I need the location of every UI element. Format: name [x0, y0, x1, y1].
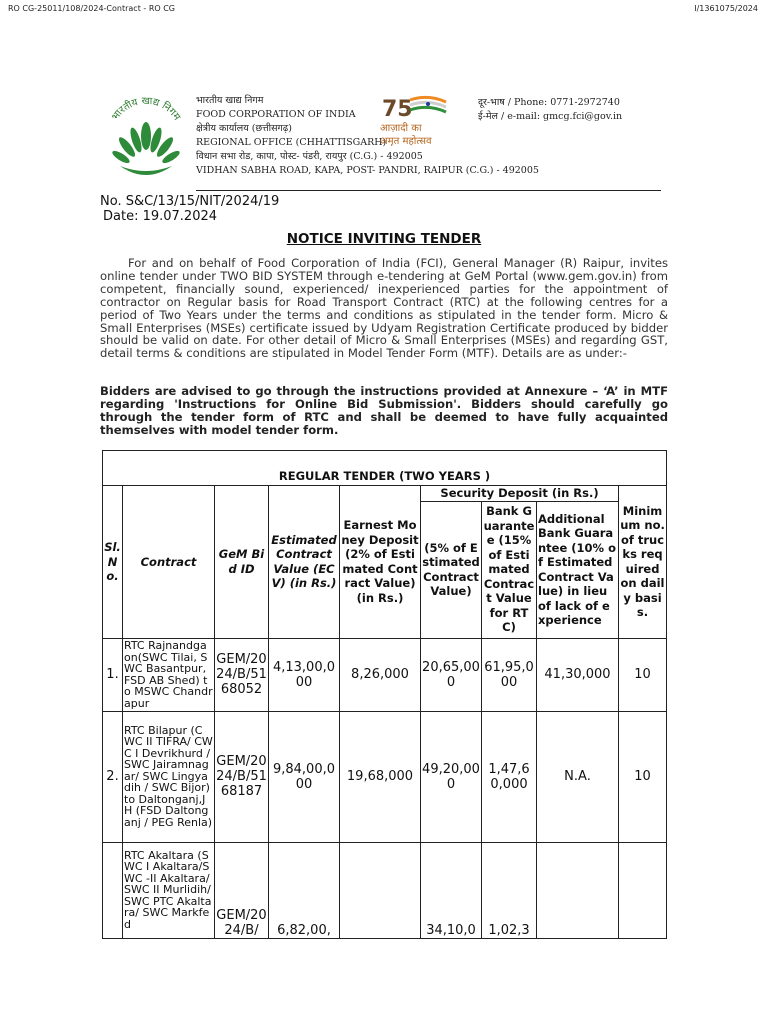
cell-bg-15: 1,02,3 — [482, 842, 537, 938]
cell-sl: 2. — [103, 711, 123, 842]
cell-sd-5: 49,20,000 — [421, 711, 482, 842]
header-emd: Earnest Money Deposit (2% of Estimated Contract Value) (in Rs.) — [340, 486, 421, 639]
cell-contract: RTC Rajnandgaon(SWC Tilai, SWC Basantpur, FSD AB Shed) to MSWC Chandrapur — [124, 639, 213, 710]
contact-block — [478, 96, 622, 124]
org-name-hindi: भारतीय खाद्य निगम — [196, 95, 264, 106]
email-address: ई-मेल / e-mail: gmcg.fci@gov.in — [478, 111, 623, 122]
table-row — [103, 711, 667, 842]
logo-arc-text: भारतीय खाद्य निगम — [109, 95, 183, 123]
header-min-trucks: Minimum no. of trucks required on daily basis. — [619, 486, 667, 639]
cell-gem-bid-id: GEM/2024/B/5168052 — [215, 638, 269, 711]
cell-bg-15: 61,95,000 — [482, 638, 537, 711]
table-caption: REGULAR TENDER (TWO YEARS ) — [103, 451, 667, 486]
header-security-deposit: Security Deposit (in Rs.) — [421, 486, 619, 502]
cell-bg-15: 1,47,60,000 — [482, 711, 537, 842]
office-name-hindi: क्षेत्रीय कार्यालय (छत्तीसगढ़) — [196, 123, 292, 134]
cell-sd-5: 34,10,0 — [421, 842, 482, 938]
cell-additional-bg: 41,30,000 — [537, 638, 619, 711]
cell-emd — [340, 842, 421, 938]
intro-paragraph — [100, 257, 668, 360]
cell-additional-bg: N.A. — [537, 711, 619, 842]
page-title: NOTICE INVITING TENDER — [286, 231, 482, 247]
letterhead-divider — [196, 190, 661, 191]
address-english: VIDHAN SABHA ROAD, KAPA, POST- PANDRI, RAIPUR (C.G.) - 492005 — [196, 165, 539, 176]
cell-gem-bid-id: GEM/2024/B/ — [215, 842, 269, 938]
cell-ecv: 4,13,00,000 — [269, 638, 340, 711]
document-reference-top-right: I/1361075/2024 — [694, 4, 758, 13]
emblem-line-1: आज़ादी का — [380, 123, 422, 134]
header-gem-bid-id: GeM Bid ID — [215, 486, 269, 639]
reference-block — [100, 194, 279, 224]
cell-contract: RTC Bilapur (CWC II TIFRA/ CWC I Devrikhurd /SWC Jairamnagar/ SWC Lingyadih / SWC Bijor) to Daltonganj,JH (FSD Daltonganj / PEG Renla) — [123, 711, 215, 842]
header-bank-guarantee-15: Bank Guarantee (15% of Estimated Contract Value for RTC) — [482, 501, 537, 638]
header-sd-5-percent: (5% of Estimated Contract Value) — [421, 501, 482, 638]
table-row — [103, 638, 667, 711]
cell-contract: RTC Akaltara (SWC I Akaltara/SWC -II Akaltara/ SWC II Murlidih/ SWC PTC Akaltara/ SWC Markfed — [123, 842, 215, 938]
cell-emd: 8,26,000 — [340, 638, 421, 711]
cell-min-trucks — [619, 842, 667, 938]
header-sl-no: Sl. No. — [103, 486, 123, 639]
cell-sl — [103, 842, 123, 938]
azadi-ka-amrit-mahotsav-emblem — [376, 94, 476, 146]
header-additional-bank-guarantee: Additional Bank Guarantee (10% of Estimated Contract Value) in lieu of lack of experience — [537, 501, 619, 638]
cell-emd: 19,68,000 — [340, 711, 421, 842]
tender-table — [102, 450, 667, 939]
table-row — [103, 842, 667, 938]
cell-ecv: 6,82,00, — [269, 842, 340, 938]
reference-number: No. S&C/13/15/NIT/2024/19 — [100, 194, 280, 209]
phone-number: दूर-भाष / Phone: 0771-2972740 — [478, 97, 620, 108]
office-name-english: REGIONAL OFFICE (CHHATTISGARH) — [196, 137, 387, 148]
cell-additional-bg — [537, 842, 619, 938]
svg-text:भारतीय खाद्य निगम — [110, 96, 183, 124]
fci-logo — [100, 92, 192, 184]
intro-paragraph-text: For and on behalf of Food Corporation of India (FCI), General Manager (R) Raipur, invites online tender under TWO BID SYSTEM through e-tendering at GeM Portal (www.gem.gov.in) from competent, financially sound, experienced/ inexperienced parties for the appointment of contractor on Regular basis for Road Transport Contract (RTC) at the following centres for a period of Two Years under the terms and conditions as stipulated in the tender form. Micro & Small Enterprises (MSEs) certificate issued by Udyam Registration Certificate produced by bidder should be valid on date. For other detail of Micro & Small Enterprises (MSEs) and regarding GST, detail terms & conditions are stipulated in Model Tender Form (MTF). Details are as under:- — [100, 256, 668, 361]
cell-sd-5: 20,65,000 — [421, 638, 482, 711]
emblem-number: 75 — [382, 97, 413, 122]
header-contract: Contract — [123, 486, 215, 639]
address-hindi: विधान सभा रोड, कापा, पोस्ट- पंडरी, रायपुर (C.G.) - 492005 — [196, 151, 423, 162]
document-reference-top-left: RO CG-25011/108/2024-Contract - RO CG — [8, 4, 175, 13]
cell-min-trucks: 10 — [619, 638, 667, 711]
cell-gem-bid-id: GEM/2024/B/5168187 — [215, 711, 269, 842]
org-name-english: FOOD CORPORATION OF INDIA — [196, 109, 356, 120]
cell-sl: 1. — [103, 638, 123, 711]
notice-date: Date: 19.07.2024 — [103, 209, 218, 224]
cell-ecv: 9,84,00,000 — [269, 711, 340, 842]
emblem-line-2: अमृत महोत्सव — [380, 136, 432, 146]
header-ecv: Estimated Contract Value (ECV) (in Rs.) — [269, 486, 340, 639]
cell-min-trucks: 10 — [619, 711, 667, 842]
bidder-instructions-paragraph: Bidders are advised to go through the instructions provided at Annexure – ‘A’ in MTF regarding 'Instructions for Online Bid Submission'. Bidders should carefully go through the tender form of RTC and shall be deemed to have fully acquainted themselves with model tender form. — [100, 384, 668, 437]
